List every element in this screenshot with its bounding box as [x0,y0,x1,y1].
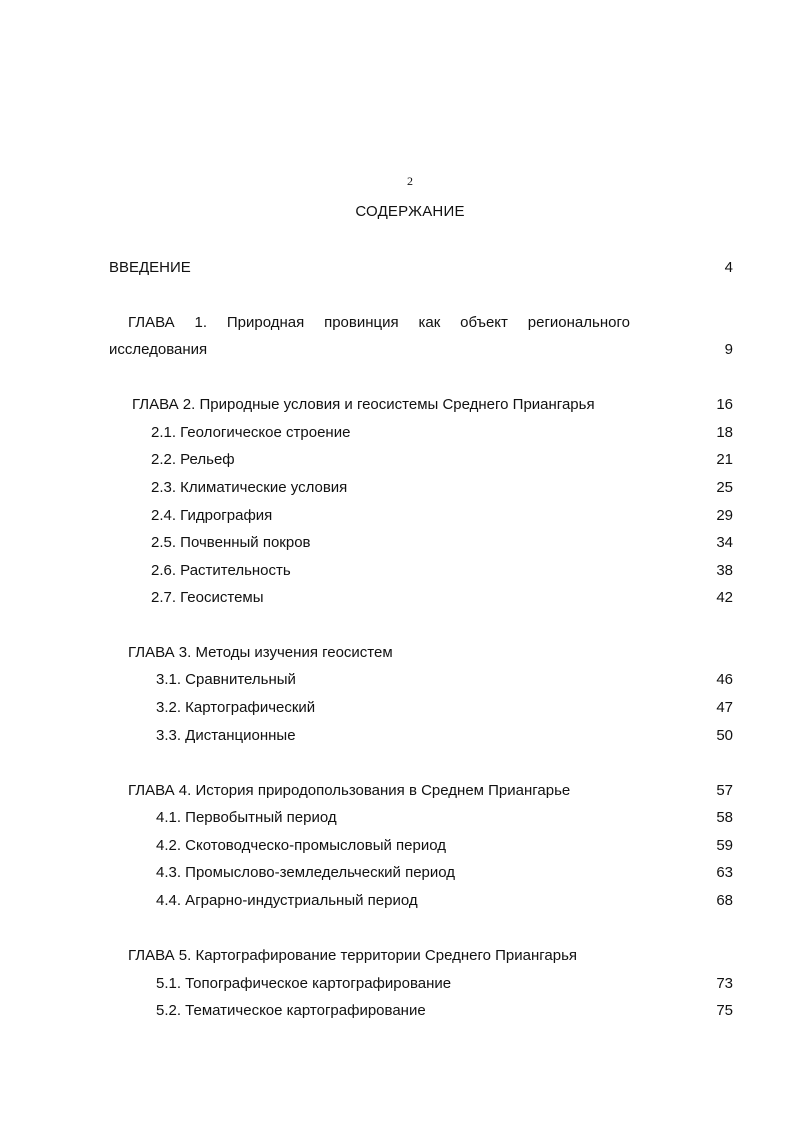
toc-section: 2.5. Почвенный покров [151,534,311,551]
toc-entry-chapter3: ГЛАВА 3. Методы изучения геосистем [128,644,393,661]
toc-section: 2.7. Геосистемы [151,589,264,606]
toc-section-page: 68 [716,892,733,909]
toc-section-page: 21 [716,451,733,468]
toc-entry-chapter4: ГЛАВА 4. История природопользования в Среднем Приангарье [128,782,571,799]
toc-section-page: 59 [716,837,733,854]
toc-entry-chapter1-line1 [128,314,630,332]
toc-section: 4.2. Скотоводческо-промысловый период [156,837,447,854]
chapter1-word: регионального [527,314,630,331]
toc-entry-intro: ВВЕДЕНИЕ [109,259,191,276]
toc-section: 3.2. Картографический [156,699,316,716]
toc-section: 2.3. Климатические условия [151,479,348,496]
toc-section-page: 46 [716,671,733,688]
toc-section-page: 50 [716,727,733,744]
chapter1-word: провинция [324,314,399,331]
chapter1-word: ГЛАВА [128,314,175,331]
toc-entry-chapter1-line2: исследования [109,341,208,358]
toc-section: 4.1. Первобытный период [156,809,337,826]
toc-section-page: 73 [716,975,733,992]
toc-section: 2.2. Рельеф [151,451,235,468]
toc-section-page: 34 [716,534,733,551]
chapter1-word: Природная [226,314,305,331]
toc-section: 2.6. Растительность [151,562,291,579]
toc-page-chapter1: 9 [724,341,733,358]
chapter1-word: объект [460,314,508,331]
toc-section-page: 63 [716,864,733,881]
toc-page-chapter4: 57 [716,782,733,799]
toc-section-page: 58 [716,809,733,826]
toc-section: 5.2. Тематическое картографирование [156,1002,426,1019]
toc-section: 3.1. Сравнительный [156,671,296,688]
toc-section: 2.4. Гидрография [151,507,273,524]
toc-section: 2.1. Геологическое строение [151,424,351,441]
toc-section: 4.4. Аграрно-индустриальный период [156,892,418,909]
toc-section: 3.3. Дистанционные [156,727,296,744]
toc-page-chapter2: 16 [716,396,733,413]
page-number: 2 [407,174,413,188]
chapter1-word: как [418,314,441,331]
chapter1-word: 1. [194,314,208,331]
toc-section: 5.1. Топографическое картографирование [156,975,452,992]
toc-entry-chapter2: ГЛАВА 2. Природные условия и геосистемы Среднего Приангарья [132,396,595,413]
toc-entry-chapter5: ГЛАВА 5. Картографирование территории Среднего Приангарья [128,947,578,964]
toc-section-page: 29 [716,507,733,524]
toc-section-page: 25 [716,479,733,496]
toc-section-page: 75 [716,1002,733,1019]
toc-title: СОДЕРЖАНИЕ [355,203,465,220]
toc-section-page: 47 [716,699,733,716]
toc-section-page: 38 [716,562,733,579]
toc-page-intro: 4 [724,259,733,276]
toc-section: 4.3. Промыслово-земледельческий период [156,864,456,881]
toc-section-page: 42 [716,589,733,606]
toc-section-page: 18 [716,424,733,441]
